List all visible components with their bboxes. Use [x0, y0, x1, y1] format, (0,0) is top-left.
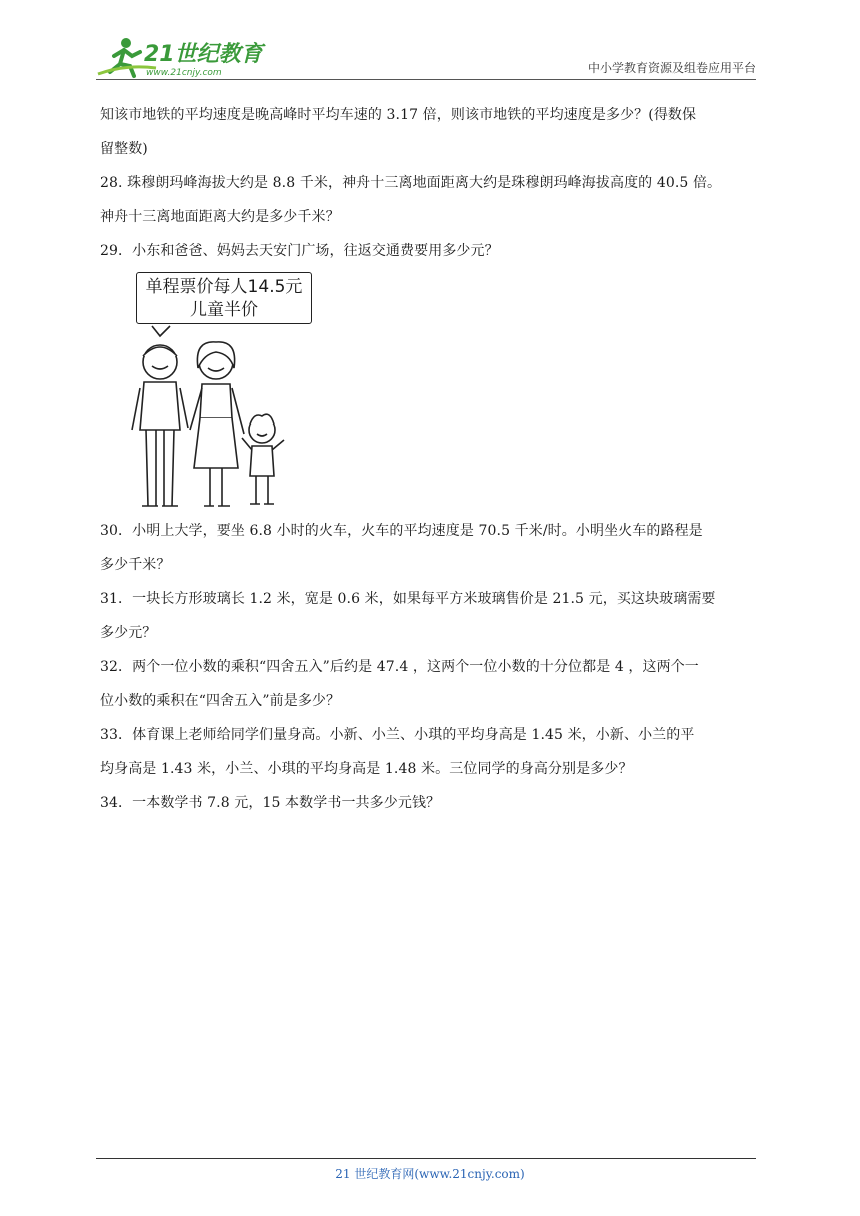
- text-line: 多少千米？: [100, 557, 171, 573]
- footer-link[interactable]: 21 世纪教育网(www.21cnjy.com): [335, 1167, 525, 1181]
- question-content: [100, 98, 764, 820]
- question-28: 28. 珠穆朗玛峰海拔大约是 8.8 千米，神舟十三离地面距离大约是珠穆朗玛峰海拔高度的 40.5 倍。: [100, 175, 722, 191]
- text-line: 神舟十三离地面距离大约是多少千米？: [100, 209, 340, 225]
- question-32: 32．两个一位小数的乘积“四舍五入”后约是 47.4 ，这两个一位小数的十分位都是 4 ，这两个一: [100, 659, 699, 675]
- bubble-price-text: 单程票价每人14.5元: [145, 277, 303, 297]
- runner-logo-icon: [96, 34, 266, 80]
- page-header: [96, 34, 756, 80]
- logo-text: 21世纪教育: [144, 42, 263, 67]
- footer-divider: [96, 1158, 756, 1159]
- question-34: 34．一本数学书 7.8 元，15 本数学书一共多少元钱？: [100, 795, 441, 811]
- bubble-discount-text: 儿童半价: [190, 300, 258, 320]
- site-logo: [96, 34, 266, 80]
- family-illustration: [120, 270, 310, 510]
- text-line: 多少元？: [100, 625, 157, 641]
- text-line: 留整数): [100, 141, 148, 157]
- text-line: 知该市地铁的平均速度是晚高峰时平均车速的 3.17 倍，则该市地铁的平均速度是多少？(得数保: [100, 107, 697, 123]
- text-line: 均身高是 1.43 米，小兰、小琪的平均身高是 1.48 米。三位同学的身高分别是多少？: [100, 761, 633, 777]
- logo-url: www.21cnjy.com: [146, 68, 222, 78]
- header-divider: [96, 79, 756, 80]
- question-33: 33．体育课上老师给同学们量身高。小新、小兰、小琪的平均身高是 1.45 米，小新、小兰的平: [100, 727, 695, 743]
- platform-name: 中小学教育资源及组卷应用平台: [587, 61, 756, 75]
- question-31: 31．一块长方形玻璃长 1.2 米，宽是 0.6 米，如果每平方米玻璃售价是 21.5 元，买这块玻璃需要: [100, 591, 716, 607]
- speech-bubble: [136, 272, 312, 324]
- question-29: 29．小东和爸爸、妈妈去天安门广场，往返交通费要用多少元？: [100, 243, 499, 259]
- text-line: 位小数的乘积在“四舍五入”前是多少？: [100, 693, 341, 709]
- question-30: 30．小明上大学，要坐 6.8 小时的火车，火车的平均速度是 70.5 千米/时。小明坐火车的路程是: [100, 523, 703, 539]
